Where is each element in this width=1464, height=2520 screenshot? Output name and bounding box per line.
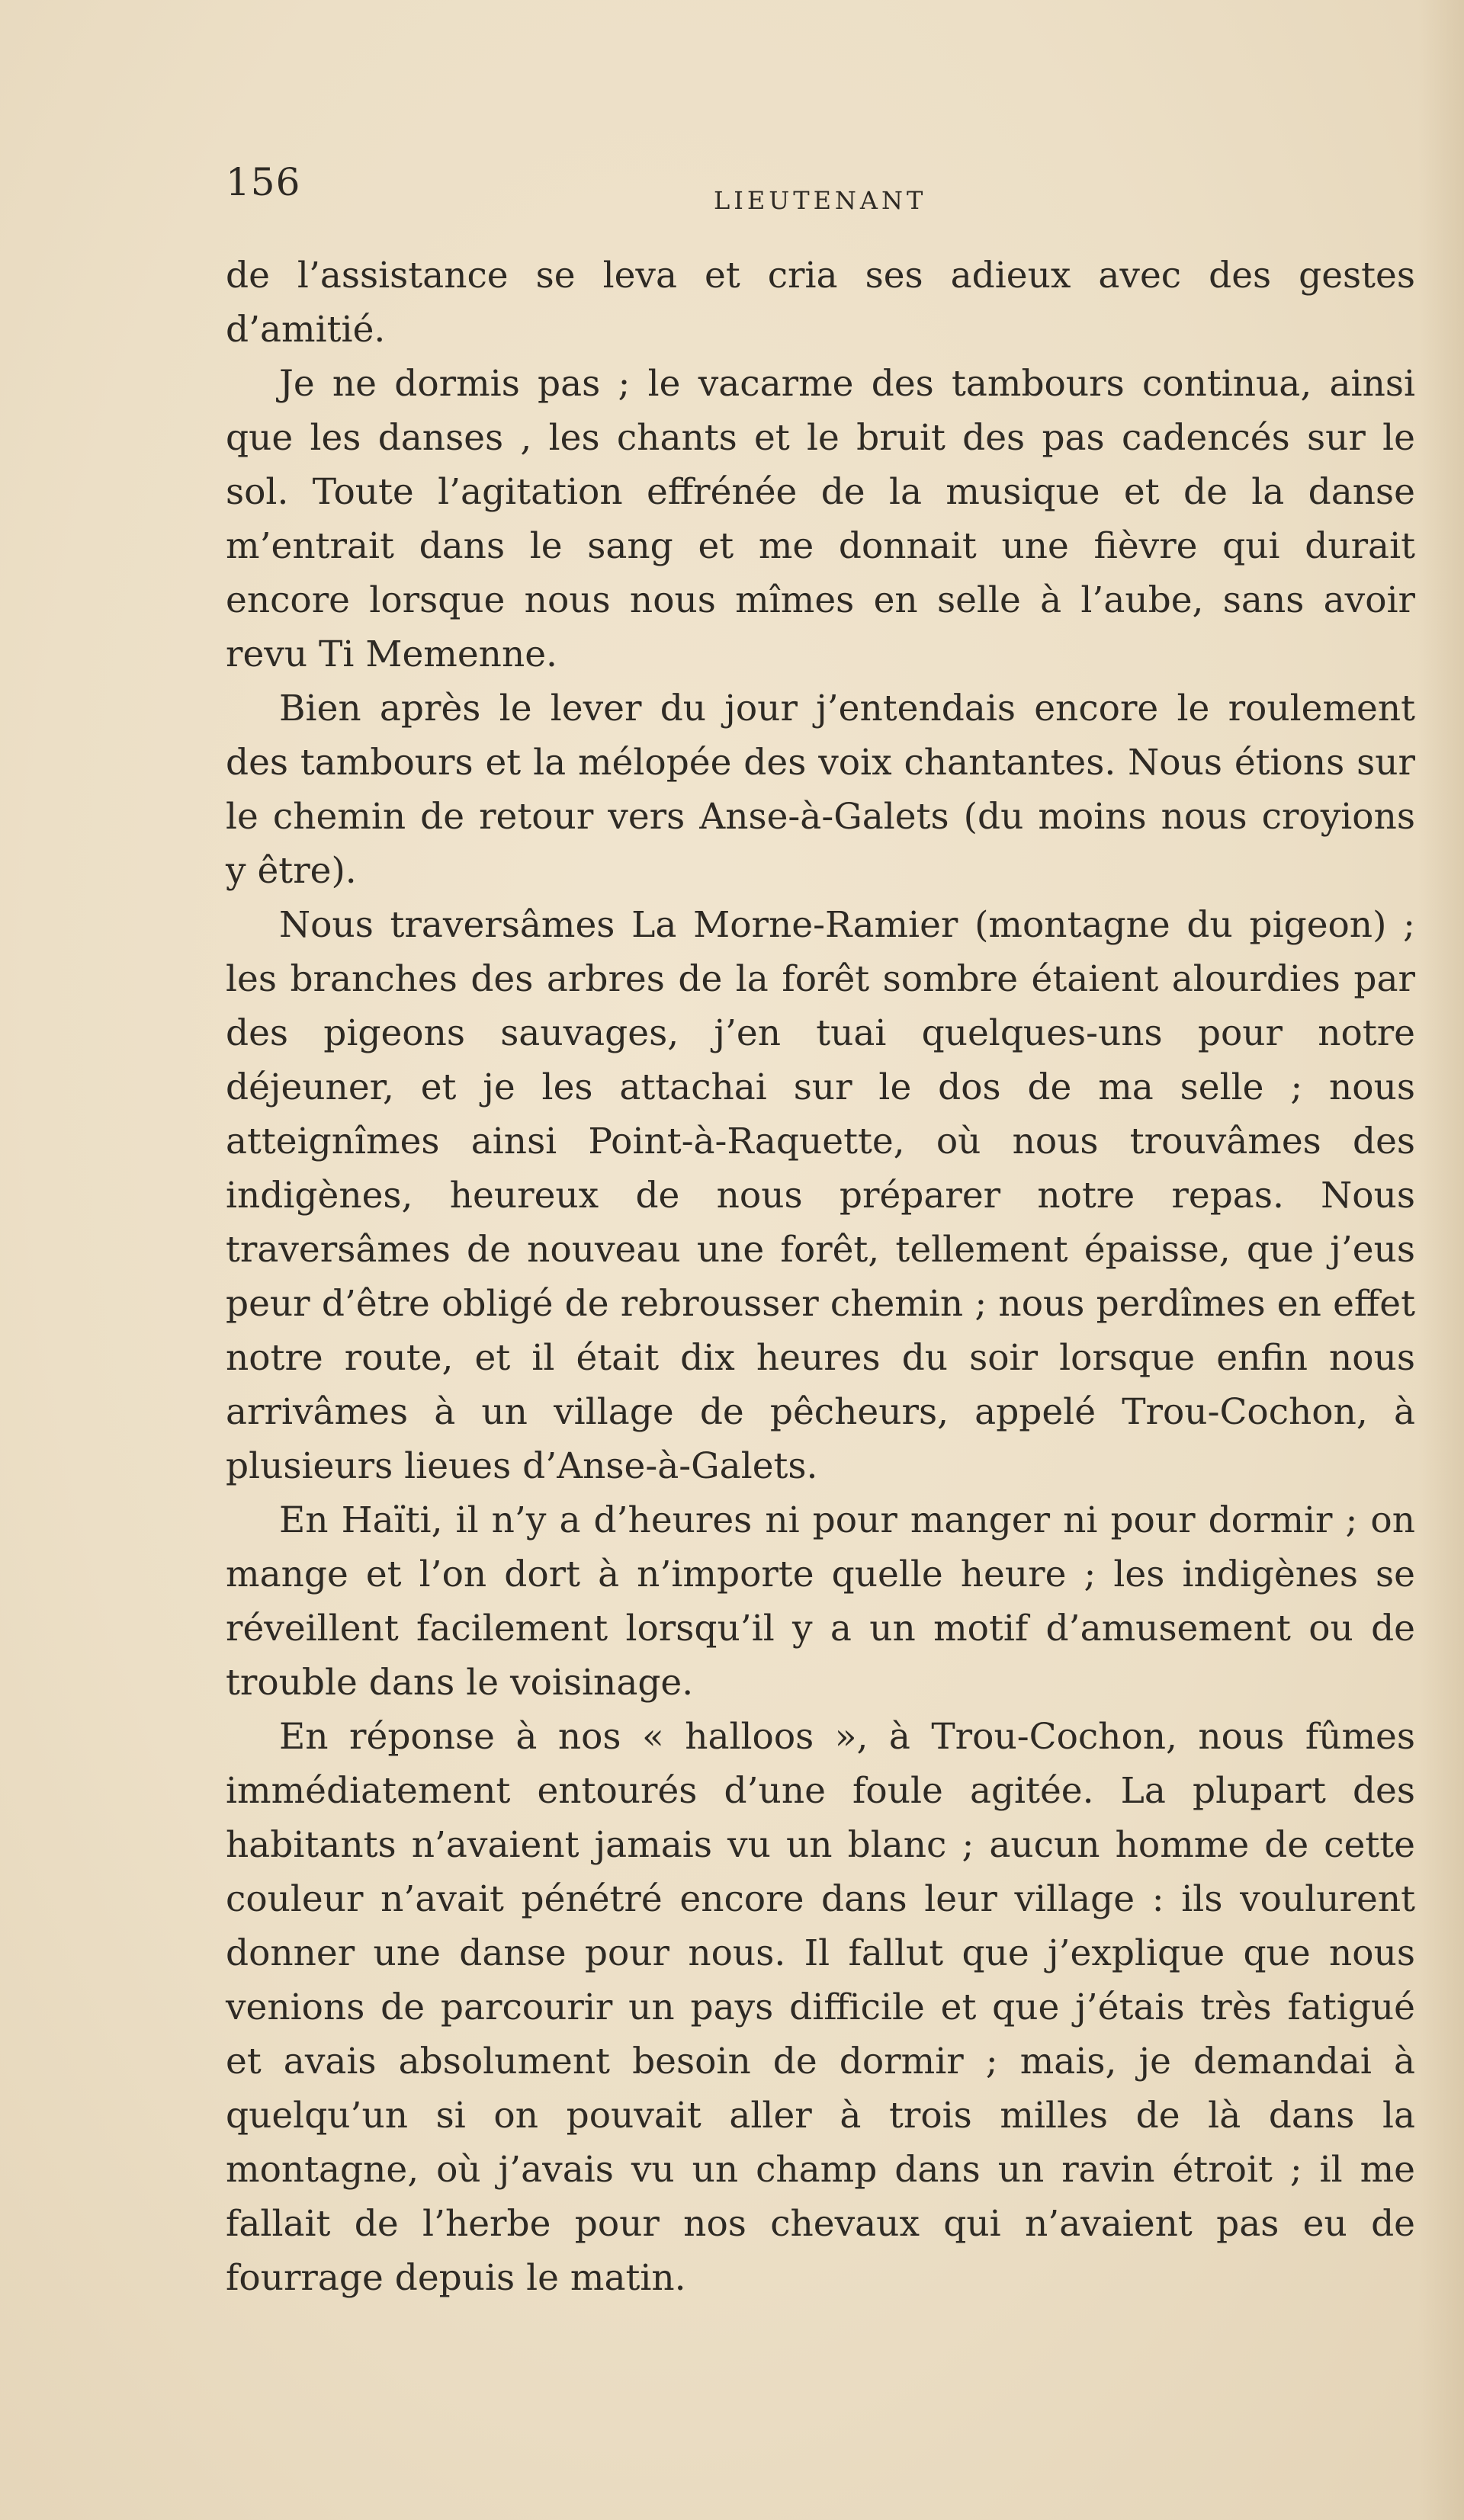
paragraph: de l’assistance se leva et cria ses adieux avec des gestes d’amitié. (226, 255, 1415, 351)
page-header (226, 160, 1415, 221)
running-head: LIEUTENANT (714, 186, 927, 215)
paragraph: En Haïti, il n’y a d’heures ni pour manger ni pour dormir ; on mange et l’on dort à n’importe quelle heure ; les indigènes se réveillent facilement lorsqu’il y a un motif d’amusement ou de trouble dans le voisinage. (226, 1499, 1415, 1704)
paragraph: Nous traversâmes La Morne-Ramier (montagne du pigeon) ; les branches des arbres de la forêt sombre étaient alourdies par des pigeons sauvages, j’en tuai quelques-uns pour notre déjeuner, et je les attachai sur le dos de ma selle ; nous atteignîmes ainsi Point-à-Raquette, où nous trouvâmes des indigènes, heureux de nous préparer notre repas. Nous traversâmes de nouveau une forêt, tellement épaisse, que j’eus peur d’être obligé de rebrousser chemin ; nous perdîmes en effet notre route, et il était dix heures du soir lorsque enfin nous arrivâmes à un village de pêcheurs, appelé Trou-Cochon, à plusieurs lieues d’Anse-à-Galets. (226, 904, 1415, 1487)
paragraph: Bien après le lever du jour j’entendais encore le roulement des tambours et la mélopée des voix chantantes. Nous étions sur le chemin de retour vers Anse-à-Galets (du moins nous croyions y être). (226, 688, 1415, 892)
page-edge-shadow (1418, 0, 1464, 2520)
page-number: 156 (226, 160, 301, 204)
paragraph: Je ne dormis pas ; le vacarme des tambours continua, ainsi que les danses , les chants et le bruit des pas cadencés sur le sol. Toute l’agitation effrénée de la musique et de la danse m’entrait dans le sang et me donnait une fièvre qui durait encore lorsque nous nous mîmes en selle à l’aube, sans avoir revu Ti Memenne. (226, 363, 1415, 675)
body-text (226, 248, 1415, 2305)
paragraph: En réponse à nos « halloos », à Trou-Cochon, nous fûmes immédiatement entourés d’une foule agitée. La plupart des habitants n’avaient jamais vu un blanc ; aucun homme de cette couleur n’avait pénétré encore dans leur village : ils voulurent donner une danse pour nous. Il fallut que j’explique que nous venions de parcourir un pays difficile et que j’étais très fatigué et avais absolument besoin de dormir ; mais, je demandai à quelqu’un si on pouvait aller à trois milles de là dans la montagne, où j’avais vu un champ dans un ravin étroit ; il me fallait de l’herbe pour nos chevaux qui n’avaient pas eu de fourrage depuis le matin. (226, 1716, 1415, 2299)
